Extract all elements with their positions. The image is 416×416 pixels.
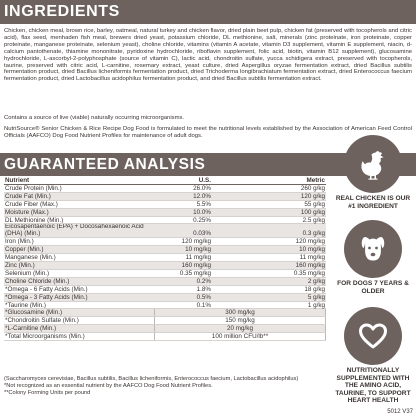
table-row bbox=[4, 317, 326, 325]
nutrient-name: Selenium (Min.) bbox=[5, 270, 50, 277]
heart-icon bbox=[356, 319, 390, 353]
nutrient-value-metric: 2 g/kg bbox=[307, 277, 325, 285]
nutrient-value-us: 0.1% bbox=[196, 301, 211, 309]
nutrient-name: *Omega - 6 Fatty Acids (Min.) bbox=[5, 285, 88, 293]
analysis-table-header bbox=[4, 177, 326, 185]
nutrient-value-metric: 11 mg/kg bbox=[299, 254, 325, 262]
nutrient-name: Iron (Min.) bbox=[5, 238, 34, 246]
nutrient-value-us: 0.25% bbox=[193, 216, 211, 224]
footnote-essential: *Not recognized as an essential nutrient by the AAFCO Dog Food Nutrient Profiles. bbox=[4, 382, 213, 389]
nutrient-name: Crude Fat (Min.) bbox=[5, 192, 51, 200]
nutrient-name: *Chondroitin Sulfate (Min.) bbox=[5, 317, 79, 325]
table-row bbox=[4, 193, 326, 201]
table-row bbox=[4, 224, 326, 238]
nutrient-value-metric: 100 g/kg bbox=[300, 208, 325, 216]
nutrient-value-us: 0.2% bbox=[196, 277, 211, 285]
nutrient-value-metric: 0.3 g/kg bbox=[302, 230, 325, 238]
nutrient-name: Moisture (Max.) bbox=[5, 208, 49, 216]
nutrient-name: Crude Fiber (Max.) bbox=[5, 200, 58, 208]
nutrient-value-metric: 260 g/kg bbox=[300, 185, 325, 192]
header-metric: Metric bbox=[306, 177, 325, 184]
header-nutrient: Nutrient bbox=[5, 177, 30, 184]
table-row bbox=[4, 185, 326, 193]
nutrient-value-us: 12.0% bbox=[193, 192, 211, 200]
badge-circle bbox=[344, 220, 402, 278]
footnote-cfu: **Colony Forming Units per pound bbox=[4, 389, 91, 396]
analysis-footnotes bbox=[4, 376, 326, 397]
nutrient-value-combined: 20 mg/kg bbox=[227, 325, 253, 333]
analysis-table bbox=[4, 177, 326, 341]
nutrient-value-us: 26.0% bbox=[193, 185, 211, 192]
ingredients-note: Contains a source of live (viable) naturally occurring microorganisms. bbox=[4, 115, 185, 121]
nutrient-value-metric: 2.5 g/kg bbox=[302, 216, 325, 224]
aafco-statement: NutriSource® Senior Chicken & Rice Recipe Dog Food is formulated to meet the nutritional levels established by the Association of American Feed Control Officials (AAFCO) Dog Food Nutrient Profiles for maintenance of adult dogs. bbox=[4, 126, 412, 139]
nutrient-value-combined: 300 mg/kg bbox=[225, 309, 255, 317]
table-row bbox=[4, 254, 326, 262]
ingredients-banner bbox=[0, 0, 416, 24]
nutrient-value-metric: 5 g/kg bbox=[307, 293, 325, 301]
badge-circle bbox=[344, 307, 402, 365]
nutrient-name: Zinc (Min.) bbox=[5, 262, 35, 270]
nutrient-name: *Glucosamine (Min.) bbox=[5, 309, 63, 317]
table-row bbox=[4, 309, 326, 317]
header-us: U.S. bbox=[198, 177, 211, 184]
nutrient-name: Crude Protein (Min.) bbox=[5, 185, 62, 192]
table-row bbox=[4, 262, 326, 270]
table-row bbox=[4, 286, 326, 294]
nutrient-name: Eicosapentaenoic (EPA) + Docosahexaenoic Acid (DHA) (Min.) bbox=[5, 224, 144, 238]
nutrient-value-us: 11 mg/kg bbox=[185, 254, 211, 262]
badge-real-chicken bbox=[333, 135, 413, 210]
nutrient-value-us: 10 mg/kg bbox=[185, 246, 211, 254]
analysis-title: GUARANTEED ANALYSIS bbox=[4, 156, 206, 173]
nutrient-name: Copper (Min.) bbox=[5, 246, 44, 254]
nutrient-value-us: 120 mg/kg bbox=[181, 238, 211, 246]
table-row bbox=[4, 238, 326, 246]
nutrient-value-us: 1.8% bbox=[196, 285, 211, 293]
nutrient-value-metric: 10 mg/kg bbox=[299, 246, 325, 254]
badge-senior-dogs bbox=[333, 220, 413, 295]
nutrient-name: DL Methionine (Min.) bbox=[5, 216, 64, 224]
nutrient-name: *Omega - 3 Fatty Acids (Min.) bbox=[5, 293, 88, 301]
table-row bbox=[4, 201, 326, 209]
nutrient-value-us: 10.0% bbox=[193, 208, 211, 216]
nutrient-value-combined: 100 million CFU/lb** bbox=[211, 333, 269, 341]
nutrient-value-metric: 1 g/kg bbox=[307, 301, 325, 309]
nutrient-value-combined: 150 mg/kg bbox=[225, 317, 255, 325]
nutrient-value-us: 0.5% bbox=[196, 293, 211, 301]
nutrient-value-metric: 120 g/kg bbox=[300, 192, 325, 200]
nutrient-value-metric: 120 mg/kg bbox=[295, 238, 325, 246]
table-row bbox=[4, 325, 326, 333]
product-code: 5012 V37 bbox=[387, 409, 413, 415]
nutrient-name: *Total Microorganisms (Min.) bbox=[5, 333, 85, 341]
dog-icon bbox=[356, 232, 390, 266]
table-row bbox=[4, 294, 326, 302]
ingredients-text: Chicken, chicken meal, brown rice, barley, oatmeal, natural turkey and chicken flavor, dried plain beet pulp, chicken fat (preserved with tocopherols and citric acid), flax seed, menhaden fish meal, brewers dried yeast, potassium chloride, DL methionine, salt, minerals (zinc proteinate, iron proteinate, copper proteinate, manganese proteinate, selenium yeast), choline chloride, vitamins (vitamin A acetate, vitamin D3 supplement, vitamin E supplement, niacin, d-calcium pantothenate, thiamine mononitrate, pyridoxine hydrochloride, riboflavin supplement, folic acid, biotin, vitamin B12 supplement), glucosamine hydrochloride, L-ascorbyl-2-polyphosphate (source of vitamin C), lactic acid, chondroitin sulfate, yucca schidigera extract, preserved with tocopherols, taurine, preserved with citric acid, L-carnitine, rosemary extract, yeast culture, dried Aspergillus oryzae fermentation extract, dried Bacillus subtilis fermentation product, dried Bacillus licheniformis fermentation product, dried Trichoderma longibrachiatum fermentation extract, dried Enterococcus faecium fermentation product, dried Lactobacillus acidophilus fermentation product, and dried Bacillus subtilis fermentation extract. bbox=[4, 28, 412, 83]
nutrient-name: *L-Carnitine (Min.) bbox=[5, 325, 57, 333]
table-row bbox=[4, 278, 326, 286]
table-row bbox=[4, 333, 326, 341]
nutrient-value-metric: 55 g/kg bbox=[304, 200, 325, 208]
badge-circle bbox=[344, 135, 402, 193]
nutrient-name: Manganese (Min.) bbox=[5, 254, 56, 262]
nutrient-value-metric: 0.35 mg/kg bbox=[293, 270, 325, 278]
nutrient-value-us: 0.35 mg/kg bbox=[179, 270, 211, 278]
analysis-rows bbox=[4, 185, 326, 341]
chicken-icon bbox=[355, 146, 391, 182]
nutrient-value-metric: 18 g/kg bbox=[304, 285, 325, 293]
badge-heart-health-text: NUTRITIONALLY SUPPLEMENTED WITH THE AMINO ACID, TAURINE, TO SUPPORT HEART HEALTH bbox=[335, 367, 411, 405]
nutrient-value-metric: 160 mg/kg bbox=[295, 262, 325, 270]
nutrient-name: *Taurine (Min.) bbox=[5, 301, 46, 309]
badge-heart-health bbox=[333, 307, 413, 405]
nutrient-value-us: 5.5% bbox=[196, 200, 211, 208]
nutrient-name: Choline Chloride (Min.) bbox=[5, 277, 70, 285]
footnote-microorganisms: (Saccharomyces cerevisiae, Bacillus subtilis, Bacillus licheniformis, Enterococcus faecium, Lactobacillus acidophilus) bbox=[4, 376, 299, 382]
nutrient-value-us: 0.03% bbox=[193, 230, 211, 238]
table-row bbox=[4, 302, 326, 310]
table-row bbox=[4, 246, 326, 254]
badge-real-chicken-text: REAL CHICKEN IS OUR #1 INGREDIENT bbox=[335, 195, 411, 210]
badge-senior-dogs-text: FOR DOGS 7 YEARS & OLDER bbox=[337, 280, 409, 295]
ingredients-title: INGREDIENTS bbox=[4, 3, 120, 20]
table-row bbox=[4, 209, 326, 217]
table-row bbox=[4, 270, 326, 278]
nutrient-value-us: 160 mg/kg bbox=[181, 262, 211, 270]
table-row bbox=[4, 217, 326, 225]
